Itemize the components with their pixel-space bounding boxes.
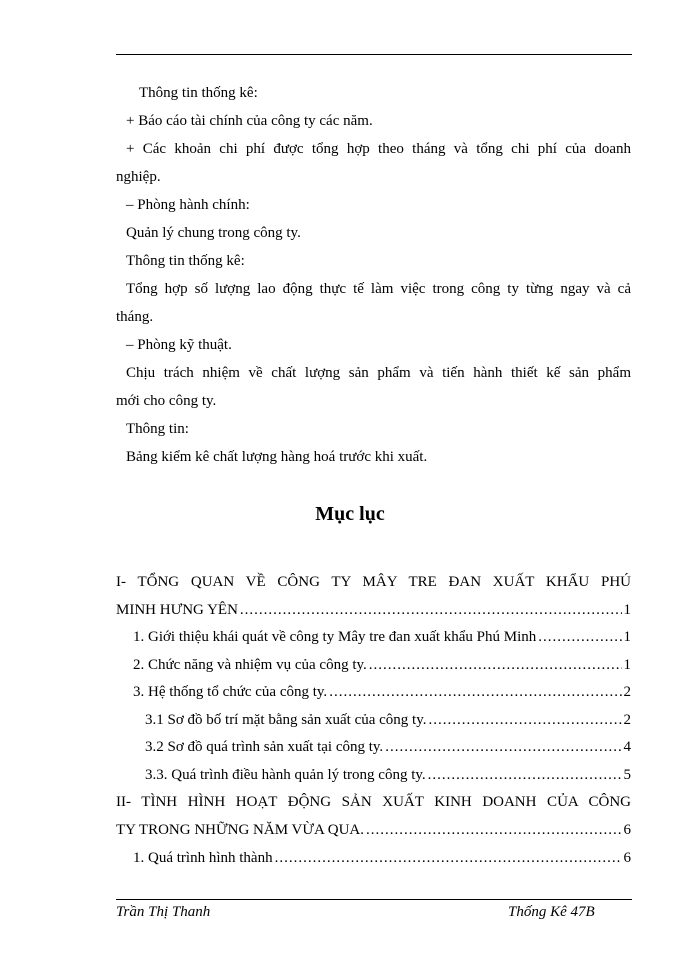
toc-entry-text: 2. Chức năng và nhiệm vụ của công ty.: [133, 657, 367, 673]
toc-entry-text: 3.1 Sơ đồ bố trí mặt bằng sản xuất của công ty.: [145, 712, 427, 728]
body-line: Thông tin thống kê:: [139, 85, 258, 101]
toc-item-2-1[interactable]: [133, 848, 631, 868]
body-line: tháng.: [116, 309, 154, 325]
footer-author: Trần Thị Thanh: [116, 904, 211, 920]
toc-leader: [275, 848, 622, 868]
toc-leader: [369, 655, 622, 675]
toc-page-number: 1: [623, 602, 631, 618]
body-line: Thông tin:: [126, 421, 189, 437]
toc-page-number: 5: [623, 767, 631, 783]
toc-leader: [429, 710, 622, 730]
toc-item-1-3-3[interactable]: [145, 765, 631, 785]
toc-page-number: 2: [623, 684, 631, 700]
body-line: + Các khoản chi phí được tổng hợp theo tháng và tổng chi phí của doanh: [126, 141, 631, 157]
toc-item-1-2[interactable]: [133, 655, 631, 675]
toc-title: Mục lục: [315, 503, 385, 525]
toc-item-1-3[interactable]: [133, 682, 631, 702]
toc-leader: [385, 737, 621, 757]
toc-section-1-entry[interactable]: [116, 600, 631, 620]
toc-entry-text: TY TRONG NHỮNG NĂM VỪA QUA.: [116, 822, 365, 838]
toc-page-number: 1: [623, 657, 631, 673]
body-line: Chịu trách nhiệm về chất lượng sản phẩm và tiến hành thiết kế sản phẩm: [126, 365, 631, 381]
toc-page-number: 2: [623, 712, 631, 728]
toc-page-number: 6: [623, 850, 631, 866]
toc-entry-text: 3.2 Sơ đồ quá trình sản xuất tại công ty.: [145, 739, 384, 755]
toc-item-1-3-1[interactable]: [145, 710, 631, 730]
toc-entry-text: 3. Hệ thống tổ chức của công ty.: [133, 684, 328, 700]
toc-entry-text: 1. Quá trình hình thành: [133, 850, 273, 866]
toc-leader: [240, 600, 622, 620]
body-line: – Phòng kỹ thuật.: [126, 337, 232, 353]
footer-rule: [116, 899, 632, 900]
toc-item-1-1[interactable]: [133, 627, 631, 647]
toc-entry-text: MINH HƯNG YÊN: [116, 602, 238, 618]
body-line: Tổng hợp số lượng lao động thực tế làm việc trong công ty từng ngay và cả: [126, 281, 631, 297]
footer-class: Thống Kê 47B: [508, 904, 595, 920]
toc-entry-text: 3.3. Quá trình điều hành quản lý trong công ty.: [145, 767, 426, 783]
toc-page-number: 6: [623, 822, 631, 838]
toc-page-number: 4: [623, 739, 631, 755]
toc-page-number: 1: [623, 629, 631, 645]
toc-leader: [538, 627, 621, 647]
header-rule: [116, 54, 632, 55]
toc-leader: [329, 682, 621, 702]
body-line: mới cho công ty.: [116, 393, 217, 409]
toc-leader: [366, 820, 621, 840]
toc-item-1-3-2[interactable]: [145, 737, 631, 757]
toc-section-1-heading[interactable]: I- TỔNG QUAN VỀ CÔNG TY MÂY TRE ĐAN XUẤT KHẨU PHÚ: [116, 574, 631, 590]
body-line: + Báo cáo tài chính của công ty các năm.: [126, 113, 373, 129]
body-line: Thông tin thống kê:: [126, 253, 245, 269]
toc-section-2-heading[interactable]: II- TÌNH HÌNH HOẠT ĐỘNG SẢN XUẤT KINH DOANH CỦA CÔNG: [116, 794, 631, 810]
toc-section-2-entry[interactable]: [116, 820, 631, 840]
body-line: nghiệp.: [116, 169, 161, 185]
toc-entry-text: 1. Giới thiệu khái quát về công ty Mây tre đan xuất khẩu Phú Minh: [133, 629, 537, 645]
body-line: Quản lý chung trong công ty.: [126, 225, 301, 241]
body-line: – Phòng hành chính:: [126, 197, 250, 213]
body-line: Bảng kiểm kê chất lượng hàng hoá trước khi xuất.: [126, 449, 428, 465]
toc-leader: [428, 765, 622, 785]
